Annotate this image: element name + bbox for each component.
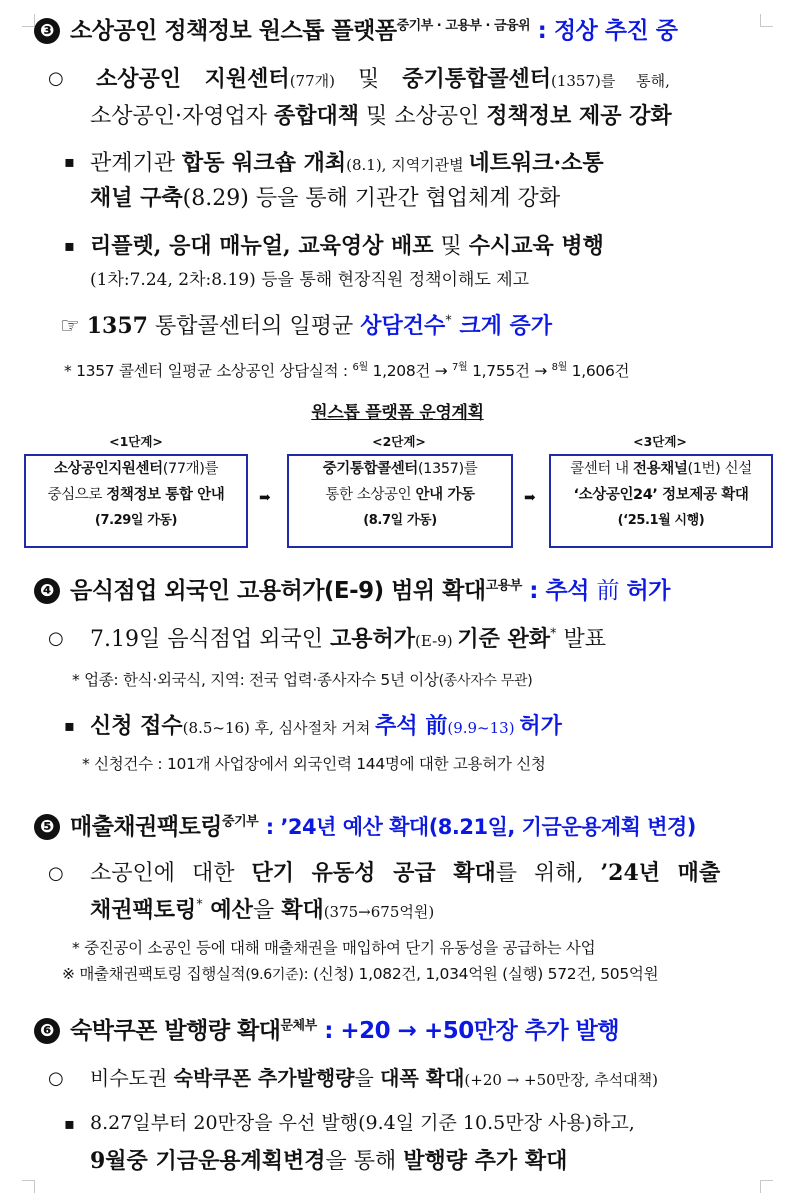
- s4-note-1: * 업종: 한식·외국식, 지역: 전국 업력·종사자수 5년 이상(종사자수 무관): [72, 671, 533, 689]
- section-3-title: 소상공인 정책정보 원스톱 플랫폼: [70, 18, 397, 44]
- section-6-agency: 문체부: [280, 1018, 317, 1034]
- s3-result-line: ☞ 1357 통합콜센터의 일평균 상담건수* 크게 증가: [60, 313, 553, 339]
- section-4-title: 음식점업 외국인 고용허가(E-9) 범위 확대: [70, 578, 486, 604]
- section-3-agencies: 중기부 · 고용부 · 금융위: [396, 18, 531, 34]
- section-number-4: ❹: [34, 578, 60, 604]
- step-1-box: 소상공인지원센터(77개)를 중심으로 정책정보 통합 안내 (7.29일 가동): [24, 454, 248, 548]
- circle-bullet: ○: [48, 1068, 64, 1089]
- page-corner-bottom-right: [760, 1180, 773, 1193]
- s3-paragraph-1-line-1: 소상공인 지원센터(77개) 및 중기통합콜센터(1357)를 통해,: [96, 66, 670, 92]
- section-4-agency: 고용부: [485, 578, 522, 594]
- s3-paragraph-2-line-2: 채널 구축(8.29) 등을 통해 기관간 협업체계 강화: [90, 185, 561, 211]
- circle-bullet: ○: [48, 68, 64, 89]
- section-6-title: 숙박쿠폰 발행량 확대: [70, 1018, 281, 1044]
- square-bullet: ▪: [64, 152, 75, 171]
- s6-paragraph-2-line-1: 8.27일부터 20만장을 우선 발행(9.4일 기준 10.5만장 사용)하고,: [90, 1112, 635, 1134]
- section-3-heading: [34, 12, 677, 45]
- step-2-box: 중기통합콜센터(1357)를 통한 소상공인 안내 가동 (8.7일 가동): [287, 454, 513, 548]
- s6-paragraph-1: 비수도권 숙박쿠폰 추가발행량을 대폭 확대(+20 → +50만장, 추석대책): [90, 1066, 659, 1090]
- section-number-5: ❺: [34, 814, 60, 840]
- s3-paragraph-3-line-2: (1차:7.24, 2차:8.19) 등을 통해 현장직원 정책이해도 제고: [90, 270, 530, 290]
- square-bullet: ▪: [64, 716, 75, 735]
- square-bullet: ▪: [64, 1114, 75, 1133]
- s5-note-2: ※ 매출채권팩토링 집행실적(9.6기준): (신청) 1,082건, 1,034억원 (실행) 572건, 505억원: [62, 965, 659, 983]
- s3-paragraph-2-line-1: 관계기관 합동 워크숍 개최(8.1), 지역기관별 네트워크·소통: [90, 150, 604, 176]
- s3-call-volume-note: * 1357 콜센터 일평균 소상공인 상담실적 : $^{6월}$ 1,208건 → $^{7월}$ 1,755건 → $^{8월}$ 1,606건: [64, 361, 630, 380]
- section-number-6: ❻: [34, 1018, 60, 1044]
- s3-paragraph-3-line-1: 리플렛, 응대 매뉴얼, 교육영상 배포 및 수시교육 병행: [90, 233, 604, 259]
- page-corner-top-right: [760, 14, 773, 27]
- section-5-status: : ’24년 예산 확대(8.21일, 기금운용계획 변경): [265, 815, 696, 839]
- square-bullet: ▪: [64, 236, 75, 255]
- section-5-title: 매출채권팩토링: [70, 814, 223, 840]
- section-3-status: : 정상 추진 중: [537, 18, 678, 44]
- s5-paragraph-1-line-1: 소공인에 대한 단기 유동성 공급 확대를 위해, ’24년 매출: [90, 860, 721, 886]
- circle-bullet: ○: [48, 628, 64, 649]
- step-arrow-icon: ➡: [524, 490, 536, 506]
- s4-note-2: * 신청건수 : 101개 사업장에서 외국인력 144명에 대한 고용허가 신청: [82, 755, 546, 773]
- s6-paragraph-2-line-2: 9월중 기금운용계획변경을 통해 발행량 추가 확대: [90, 1148, 568, 1174]
- pointing-hand-icon: ☞: [60, 314, 80, 339]
- section-6-heading: [34, 1012, 619, 1045]
- step-arrow-icon: ➡: [259, 490, 271, 506]
- circle-bullet: ○: [48, 863, 64, 884]
- section-5-agency: 중기부: [222, 814, 259, 830]
- section-6-status: : +20 → +50만장 추가 발행: [324, 1018, 620, 1044]
- s4-paragraph-1: 7.19일 음식점업 외국인 고용허가(E-9) 기준 완화* 발표: [90, 626, 606, 652]
- step-3-label: <3단계>: [633, 434, 687, 449]
- page-corner-bottom-left: [22, 1180, 35, 1193]
- s5-paragraph-1-line-2: 채권팩토링* 예산을 확대(375→675억원): [90, 897, 435, 923]
- s3-paragraph-1-line-2: 소상공인·자영업자 종합대책 및 소상공인 정책정보 제공 강화: [90, 103, 672, 129]
- section-4-heading: ❹ 음식점업 외국인 고용허가(E-9) 범위 확대$^{고용부}$ : 추석 前 허가: [34, 572, 670, 605]
- step-3-box: 콜센터 내 전용채널(1번) 신설 ‘소상공인24’ 정보제공 확대 (‘25.1월 시행): [549, 454, 773, 548]
- section-number-3: ❸: [34, 18, 60, 44]
- s4-paragraph-2: 신청 접수(8.5~16) 후, 심사절차 거쳐 추석 前(9.9~13) 허가: [90, 713, 562, 739]
- section-5-heading: [34, 808, 696, 841]
- step-1-label: <1단계>: [109, 434, 163, 449]
- plan-title: 원스톱 플랫폼 운영계획: [311, 403, 484, 423]
- step-2-label: <2단계>: [372, 434, 426, 449]
- s5-note-1: * 중진공이 소공인 등에 대해 매출채권을 매입하여 단기 유동성을 공급하는 사업: [72, 939, 596, 957]
